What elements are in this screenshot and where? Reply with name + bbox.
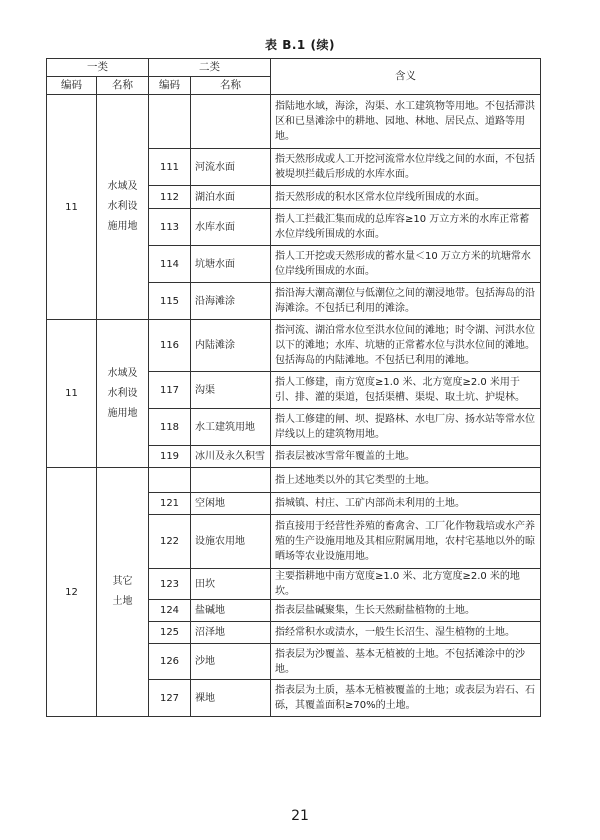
class1-code-cell: 11 xyxy=(47,320,97,468)
meaning-cell: 指表层被冰雪常年覆盖的土地。 xyxy=(271,446,541,468)
meaning-cell: 指人工开挖或天然形成的蓄水量＜10 万立方米的坑塘常水位岸线所围成的水面。 xyxy=(271,246,541,283)
meaning-cell: 指城镇、村庄、工矿内部尚未利用的土地。 xyxy=(271,493,541,515)
meaning-cell: 指上述地类以外的其它类型的土地。 xyxy=(271,468,541,493)
class2-name-cell: 内陆滩涂 xyxy=(191,320,271,372)
meaning-cell: 指陆地水域，海涂，沟渠、水工建筑物等用地。不包括滞洪区和已垦滩涂中的耕地、园地、林地、居民点、道路等用地。 xyxy=(271,95,541,149)
class2-code-cell: 123 xyxy=(149,569,191,600)
land-classification-table xyxy=(46,58,541,717)
class1-code-cell: 12 xyxy=(47,468,97,717)
class2-name-cell: 空闲地 xyxy=(191,493,271,515)
class2-code-cell: 121 xyxy=(149,493,191,515)
class2-code-cell: 118 xyxy=(149,409,191,446)
class2-name-cell: 沿海滩涂 xyxy=(191,283,271,320)
header-class1: 一类 xyxy=(47,59,149,77)
class2-code-cell: 119 xyxy=(149,446,191,468)
class2-name-cell: 沼泽地 xyxy=(191,622,271,644)
class2-code-cell xyxy=(149,468,191,493)
class1-name-cell: 水域及 水利设 施用地 xyxy=(97,320,149,468)
class2-name-cell: 设施农用地 xyxy=(191,515,271,569)
class2-name-cell: 水库水面 xyxy=(191,209,271,246)
class2-name-cell xyxy=(191,95,271,149)
class2-code-cell: 116 xyxy=(149,320,191,372)
class2-code-cell: 114 xyxy=(149,246,191,283)
class2-code-cell xyxy=(149,95,191,149)
class2-code-cell: 122 xyxy=(149,515,191,569)
class2-name-cell: 盐碱地 xyxy=(191,600,271,622)
meaning-cell: 指表层盐碱聚集，生长天然耐盐植物的土地。 xyxy=(271,600,541,622)
class2-name-cell: 裸地 xyxy=(191,680,271,717)
class2-code-cell: 126 xyxy=(149,644,191,680)
meaning-cell: 指人工修建的闸、坝、提路林、水电厂房、扬水站等常水位岸线以上的建筑物用地。 xyxy=(271,409,541,446)
meaning-cell: 指河流、湖泊常水位至洪水位间的滩地；时令湖、河洪水位以下的滩地；水库、坑塘的正常蓄水位与洪水位间的滩地。包括海岛的内陆滩地。不包括已利用的滩地。 xyxy=(271,320,541,372)
class2-name-cell: 冰川及永久积雪 xyxy=(191,446,271,468)
meaning-cell: 指天然形成或人工开挖河流常水位岸线之间的水面，不包括被堤坝拦截后形成的水库水面。 xyxy=(271,149,541,186)
meaning-cell: 指直接用于经营性养殖的畜禽舍、工厂化作物栽培或水产养殖的生产设施用地及其相应附属用地，农村宅基地以外的晾晒场等农业设施用地。 xyxy=(271,515,541,569)
header-class2-name: 名称 xyxy=(191,77,271,95)
table-row xyxy=(47,320,541,372)
class2-code-cell: 113 xyxy=(149,209,191,246)
class1-code-cell: 11 xyxy=(47,95,97,320)
class2-code-cell: 115 xyxy=(149,283,191,320)
class2-name-cell: 坑塘水面 xyxy=(191,246,271,283)
header-class2: 二类 xyxy=(149,59,271,77)
table-body xyxy=(47,95,541,717)
meaning-cell: 指经常积水或渍水，一般生长沼生、湿生植物的土地。 xyxy=(271,622,541,644)
class2-code-cell: 117 xyxy=(149,372,191,409)
class2-name-cell: 湖泊水面 xyxy=(191,186,271,209)
meaning-cell: 指天然形成的积水区常水位岸线所围成的水面。 xyxy=(271,186,541,209)
page-number: 21 xyxy=(291,808,309,824)
table-caption: 表 B.1 (续) xyxy=(265,38,335,52)
class2-code-cell: 111 xyxy=(149,149,191,186)
meaning-cell: 主要指耕地中南方宽度≥1.0 米、北方宽度≥2.0 米的地坎。 xyxy=(271,569,541,600)
header-meaning: 含义 xyxy=(271,59,541,95)
header-class1-name: 名称 xyxy=(97,77,149,95)
class2-name-cell: 沟渠 xyxy=(191,372,271,409)
meaning-cell: 指人工修建，南方宽度≥1.0 米、北方宽度≥2.0 米用于引、排、灌的渠道，包括渠槽、渠堤、取土坑、护堤林。 xyxy=(271,372,541,409)
meaning-cell: 指表层为沙覆盖、基本无植被的土地。不包括滩涂中的沙地。 xyxy=(271,644,541,680)
class2-name-cell: 沙地 xyxy=(191,644,271,680)
table-row xyxy=(47,468,541,493)
meaning-cell: 指人工拦截汇集而成的总库容≥10 万立方米的水库正常蓄水位岸线所围成的水面。 xyxy=(271,209,541,246)
meaning-cell: 指沿海大潮高潮位与低潮位之间的潮浸地带。包括海岛的沿海滩涂。不包括已利用的滩涂。 xyxy=(271,283,541,320)
class2-name-cell: 田坎 xyxy=(191,569,271,600)
class2-code-cell: 112 xyxy=(149,186,191,209)
class2-name-cell: 水工建筑用地 xyxy=(191,409,271,446)
class2-code-cell: 127 xyxy=(149,680,191,717)
class2-code-cell: 125 xyxy=(149,622,191,644)
header-class2-code: 编码 xyxy=(149,77,191,95)
class2-code-cell: 124 xyxy=(149,600,191,622)
class2-name-cell xyxy=(191,468,271,493)
class1-name-cell: 水域及 水利设 施用地 xyxy=(97,95,149,320)
class1-name-cell: 其它 土地 xyxy=(97,468,149,717)
class2-name-cell: 河流水面 xyxy=(191,149,271,186)
meaning-cell: 指表层为土质，基本无植被覆盖的土地；或表层为岩石、石砾，其覆盖面积≥70%的土地。 xyxy=(271,680,541,717)
header-class1-code: 编码 xyxy=(47,77,97,95)
table-row xyxy=(47,95,541,149)
